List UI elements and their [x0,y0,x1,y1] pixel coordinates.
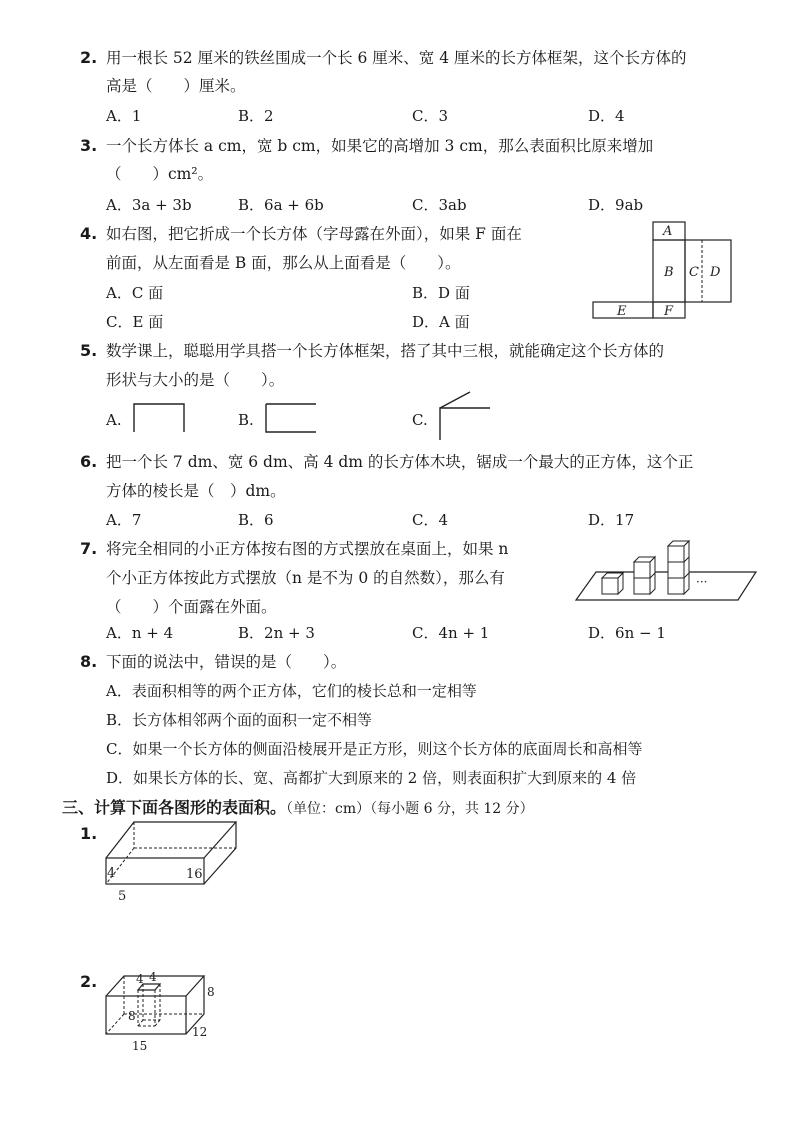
question-text: 方体的棱长是（ ）dm。 [106,482,286,500]
cuboid-with-hole-figure [96,964,226,1056]
dimension-label: 16 [186,867,203,882]
question-number: 8. [80,652,98,671]
dimension-label: 12 [192,1025,208,1039]
frame-figure-a [130,400,190,436]
option-c[interactable]: C．4n + 1 [412,624,490,642]
dimension-label: 8 [207,985,215,999]
option-a[interactable]: A．表面积相等的两个正方体，它们的棱长总和一定相等 [106,682,477,700]
option-a[interactable]: A．7 [106,511,142,529]
option-d[interactable]: D．4 [588,107,625,125]
dimension-label: 8 [128,1009,136,1023]
question-text: 把一个长 7 dm、宽 6 dm、高 4 dm 的长方体木块，锯成一个最大的正方体，这个正 [106,453,694,471]
option-d[interactable]: D．6n − 1 [588,624,666,642]
question-text: 用一根长 52 厘米的铁丝围成一个长 6 厘米、宽 4 厘米的长方体框架，这个长方体的 [106,49,687,67]
option-b[interactable]: B．长方体相邻两个面的面积一定不相等 [106,711,373,729]
net-label-e: E [617,304,627,319]
dimension-label: 4 [149,970,157,984]
net-label-c: C [689,265,699,280]
net-label-f: F [664,304,674,319]
frame-figure-c [436,390,496,442]
option-c[interactable]: C. [412,411,428,429]
dimension-label: 5 [118,889,127,904]
dimension-label: 15 [132,1039,148,1053]
continuation-ellipsis: ··· [696,575,708,589]
option-a[interactable]: A．C 面 [106,284,164,302]
question-text: 一个长方体长 a cm，宽 b cm，如果它的高增加 3 cm，那么表面积比原来增加 [106,137,654,155]
question-text: （ ）cm²。 [106,165,214,183]
section-note: （单位：cm）（每小题 6 分，共 12 分） [286,801,534,817]
option-c[interactable]: C．3 [412,107,449,125]
question-number: 6. [80,452,98,471]
calc-number: 1. [80,824,98,843]
option-b[interactable]: B．6a + 6b [238,196,324,214]
option-a[interactable]: A. [106,411,122,429]
option-b[interactable]: B．6 [238,511,274,529]
cube-net-figure [585,218,745,324]
question-text: 个小正方体按此方式摆放（n 是不为 0 的自然数），那么有 [106,569,505,587]
option-d[interactable]: D．如果长方体的长、宽、高都扩大到原来的 2 倍，则表面积扩大到原来的 4 倍 [106,769,637,787]
option-c[interactable]: C．4 [412,511,449,529]
dimension-label: 4 [107,866,116,881]
option-c[interactable]: C．E 面 [106,313,164,331]
question-text: 形状与大小的是（ ）。 [106,371,285,389]
option-a[interactable]: A．1 [106,107,142,125]
stacked-cubes-figure [572,530,762,604]
option-b[interactable]: B．2n + 3 [238,624,315,642]
question-text: 如右图，把它折成一个长方体（字母露在外面），如果 F 面在 [106,225,522,243]
question-text: 数学课上，聪聪用学具搭一个长方体框架，搭了其中三根，就能确定这个长方体的 [106,342,665,360]
question-text: 将完全相同的小正方体按右图的方式摆放在桌面上，如果 n [106,540,509,558]
section-title: 三、计算下面各图形的表面积。 [62,798,287,817]
question-number: 2. [80,48,98,67]
option-c[interactable]: C．如果一个长方体的侧面沿棱展开是正方形，则这个长方体的底面周长和高相等 [106,740,643,758]
option-c[interactable]: C．3ab [412,196,467,214]
net-label-a: A [663,224,673,239]
frame-figure-b [262,400,322,436]
option-b[interactable]: B．D 面 [412,284,470,302]
option-d[interactable]: D．9ab [588,196,644,214]
net-label-d: D [710,265,721,280]
long-cuboid-figure [96,818,246,908]
option-a[interactable]: A．n + 4 [106,624,174,642]
calc-number: 2. [80,972,98,991]
question-text: （ ）个面露在外面。 [106,598,277,616]
option-d[interactable]: D．A 面 [412,313,470,331]
question-text: 下面的说法中，错误的是（ ）。 [106,653,347,671]
option-b[interactable]: B. [238,411,254,429]
question-text: 高是（ ）厘米。 [106,77,246,95]
section-heading [62,798,534,819]
option-b[interactable]: B．2 [238,107,274,125]
question-number: 4. [80,224,98,243]
option-d[interactable]: D．17 [588,511,635,529]
question-text: 前面，从左面看是 B 面，那么从上面看是（ ）。 [106,254,461,272]
dimension-label: 4 [136,972,144,986]
question-number: 3. [80,136,98,155]
question-number: 7. [80,539,98,558]
net-label-b: B [664,265,674,280]
option-a[interactable]: A．3a + 3b [106,196,192,214]
question-number: 5. [80,341,98,360]
